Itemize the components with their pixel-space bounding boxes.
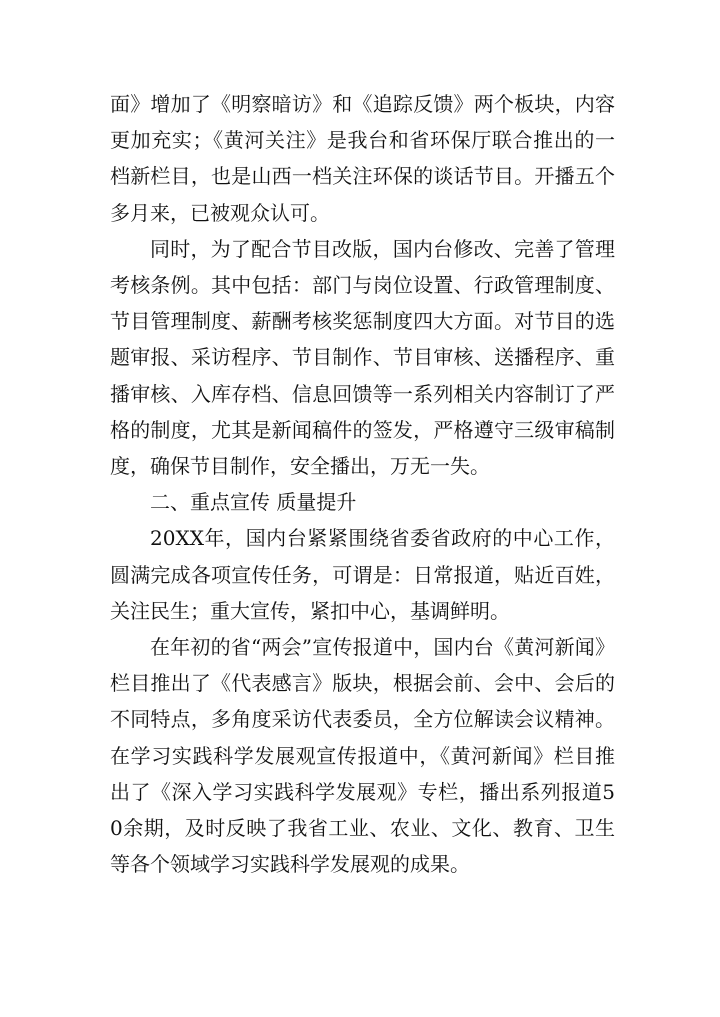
paragraph-management-regulations: 同时，为了配合节目改版，国内台修改、完善了管理考核条例。其中包括：部门与岗位设置、行政管理制度、节目管理制度、薪酬考核奖惩制度四大方面。对节目的选题审报、采访程序、节目制作、节目审核、送播程序、重播审核、入库存档、信息回馈等一系列相关内容制订了严格的制度，尤其是新闻稿件的签发，严格遵守三级审稿制度，确保节目制作，安全播出，万无一失。 xyxy=(110,236,615,479)
paragraph-continuation: 面》增加了《明察暗访》和《追踪反馈》两个板块，内容更加充实；《黄河关注》是我台和省环保厅联合推出的一档新栏目，也是山西一档关注环保的谈话节目。开播五个多月来，已被观众认可。 xyxy=(110,92,615,225)
document-body xyxy=(110,86,615,882)
paragraph-annual-work: 20XX年，国内台紧紧围绕省委省政府的中心工作，圆满完成各项宣传任务，可谓是：日常报道，贴近百姓，关注民生；重大宣传，紧扣中心，基调鲜明。 xyxy=(110,526,615,623)
paragraph-two-sessions-coverage: 在年初的省“两会”宣传报道中，国内台《黄河新闻》栏目推出了《代表感言》版块，根据会前、会中、会后的不同特点，多角度采访代表委员，全方位解读会议精神。在学习实践科学发展观宣传报道中，《黄河新闻》栏目推出了《深入学习实践科学发展观》专栏，播出系列报道50余期，及时反映了我省工业、农业、文化、教育、卫生等各个领域学习实践科学发展观的成果。 xyxy=(110,635,615,877)
section-heading-key-publicity: 二、重点宣传 质量提升 xyxy=(150,490,357,515)
